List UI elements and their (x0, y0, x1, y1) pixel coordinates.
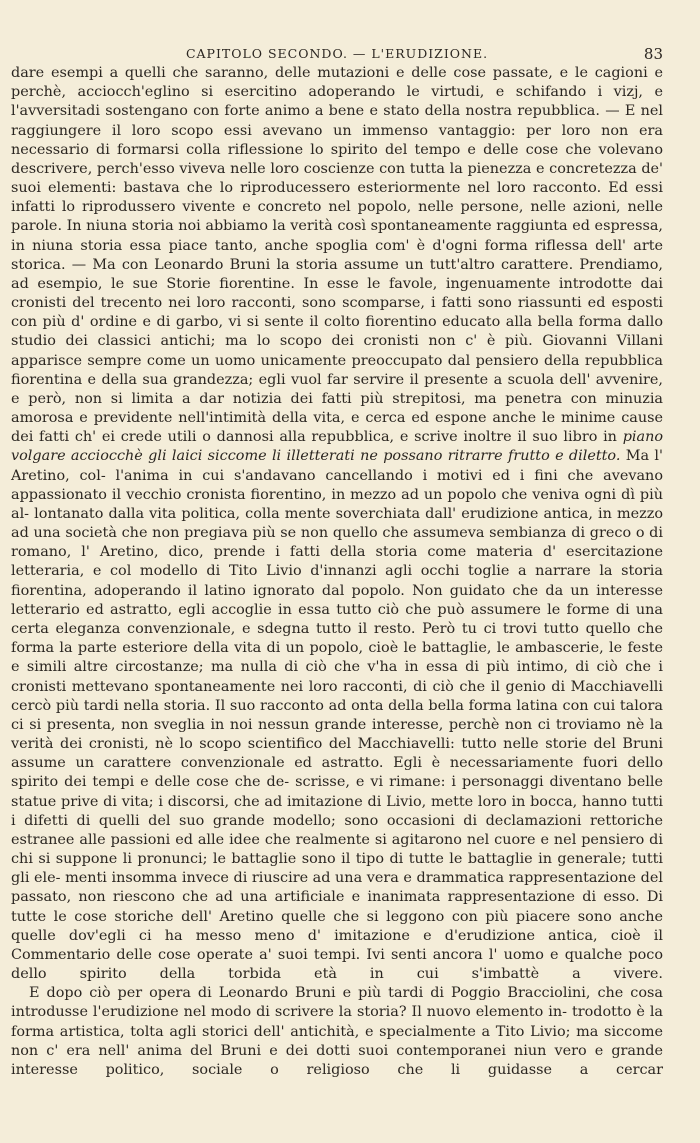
text-line: trodotto è la forma artistica, tolta agli storici dell' antichità, e specialmente a Tito (11, 1004, 664, 1040)
text-line: l'anima in cui s'andavano cancellando i motivi ed i fini che avevano appassionato (11, 467, 663, 503)
text-line: della bella forma latina con cui talora ci si presenta, non sveglia in noi nessun grande (11, 697, 663, 733)
text-line: cosa introdusse l'erudizione nel modo di scrivere la storia? Il nuovo elemento in- (11, 985, 663, 1021)
text-line: era necessario di formarsi colla riflessione lo spirito del tempo e delle cose che (11, 122, 663, 158)
page-body (11, 64, 663, 1080)
text-line: d' esercitazione letteraria, e col modello di Tito Livio d'innanzi agli occhi toglie a (11, 544, 664, 580)
text-line: suo grande modello; sono occasioni di declamazioni rettoriche estranee alle passioni (11, 812, 663, 848)
text-line: scrisse, e vi rimane: i personaggi diventano belle statue prive di vita; i discorsi, (11, 774, 663, 810)
text-line: dei fatti più strepitosi, ma penetra con minuzia amorosa e previdente nell'intimità (11, 390, 664, 427)
quotation-italic: laici siccome li illetterati ne possano ritrarre frutto e diletto. (171, 448, 621, 465)
text-line: dare esempi a quelli che saranno, delle mutazioni e delle cose passate, e le cagioni (11, 65, 648, 81)
text-line: E dopo ciò per opera di Leonardo Bruni e più tardi di Poggio Bracciolini, che (29, 985, 624, 1002)
text-line: essa di più intimo, di ciò che i cronisti mettevano spontaneamente nei loro racconti, (11, 659, 664, 695)
text-line: racconto. Ed essi infatti lo riprodussero vivente e concreto nel popolo, nelle persone, (11, 180, 663, 216)
text-line: preoccupato dal pensiero della repubblica fiorentina e della sua grandezza; egli vuol (11, 352, 663, 388)
text-line: fiorentino educato alla bella forma dallo studio dei classici antichi; ma lo scopo dei (11, 314, 663, 350)
text-line: E nel raggiungere il loro scopo essi avevano un immenso vantaggio: per loro non (11, 103, 664, 139)
text-line: l'avversitadi sostengano con forte animo a bene e stato della nostra repubblica. — (11, 103, 620, 120)
text-line: ingenuamente introdotte dai cronisti del trecento nei loro racconti, sono scomparse, (11, 275, 663, 312)
text-line: tu ci trovi tutto quello che forma la parte esteriore della vita di un popolo, cioè le (11, 620, 664, 657)
text-line: volevano descrivere, perch'esso viveva nelle loro coscienze con tutta la pienezza e (11, 141, 663, 177)
running-header (11, 44, 663, 64)
text-line: forma riflessa dell' arte storica. — Ma con Leonardo Bruni la storia assume un (11, 237, 664, 273)
text-line: ed alle idee che realmente si agitarono nel cuore e nel pensiero di chi si suppone (11, 831, 663, 868)
text-line: li pronunci; le battaglie sono il tipo di tutte le battaglie in generale; tutti gli ele- (11, 851, 664, 887)
chapter-title: CAPITOLO SECONDO. — L'ERUDIZIONE. (185, 46, 489, 61)
text-line: mezzo ad una società che non pregiava più se non quello che assumeva sembianza (11, 505, 664, 542)
text-line: concretezza de' suoi elementi: bastava che lo riproducessero esteriormente nel loro (11, 160, 664, 197)
text-line: che da un interesse letterario ed astratto, egli accoglie in essa tutto ciò che può (11, 582, 663, 618)
book-page (11, 0, 663, 1143)
text-line: menti insomma invece di riuscire ad una vera e drammatica rappresentazione del (65, 870, 663, 887)
text-line: assumere le forme di una certa eleganza convenzionale, e sdegna tutto il resto. Però (11, 601, 663, 637)
text-line: passato, non riescono che ad una artificiale e inanimata rappresentazione di esso. (11, 889, 640, 906)
text-line: anche quelle dov'egli ci ha messo meno d' imitazione e d'erudizione antica, cioè il (11, 908, 663, 944)
text-line: Livio; ma siccome non c' era nell' anima del Bruni e dei dotti suoi contemporanei (11, 1023, 663, 1059)
text-line: far servire il presente a scuola dell' avvenire, e però, non si limita a dar notizia (11, 371, 664, 407)
text-line: e perchè, acciocch'eglino si esercitino adoperando le virtudi, e schifando i vizj, e (11, 65, 663, 101)
text-line: della vita, e cerca ed espone anche le minime cause dei fatti ch' ei crede utili o (11, 410, 664, 446)
paragraph-1 (11, 64, 663, 984)
text-line: nelle azioni, nelle parole. In niuna storia noi abbiamo la verità così spontaneamente (11, 199, 663, 235)
text-line: battaglie, le ambascerie, le feste e simili altre circostanze; ma nulla di ciò che v'ha in (11, 640, 664, 676)
text-line: di greco o di romano, l' Aretino, dico, prende i fatti della storia come materia (11, 525, 664, 561)
text-line: narrare la storia fiorentina, adoperando il latino ignorato dal popolo. Non guidato (11, 563, 663, 599)
text-line: Commentario delle cose operate a' suoi tempi. Ivi senti ancora l' uomo e qualche (11, 946, 623, 963)
text-line: lontanato dalla vita politica, colla mente soverchiata dall' erudizione antica, in (34, 505, 612, 522)
text-line: raggiunta ed espressa, in niuna storia essa piace tanto, anche spoglia com' è d'ogni (11, 218, 663, 254)
text-line: di ciò che il genio di Macchiavelli cercò più tardi nella storia. Il suo racconto ad onta (11, 678, 663, 714)
text-line: tutt'altro carattere. Prendiamo, ad esempio, le sue Storie fiorentine. In esse le favole, (11, 256, 663, 292)
text-line: dannosi alla repubblica, e scrive inoltre il suo libro in (216, 429, 623, 446)
text-line: poco dello spirito della torbida età in cui s'imbattè a vivere. (11, 946, 663, 983)
text-line: Di tutte le cose storiche dell' Aretino quelle che si leggono con più piacere sono (11, 889, 663, 925)
text-line: cronisti non c' è più. Giovanni Villani apparisce sempre come un uomo unicamente (11, 333, 663, 369)
text-line: del Macchiavelli: tutto nelle storie del Bruni assume un carattere convenzionale ed (11, 736, 663, 772)
quotation-italic: piano volgare acciocchè gli (11, 429, 664, 465)
paragraph-2 (11, 984, 663, 1080)
text-line: interesse, perchè non ci troviamo nè la verità dei cronisti, nè lo scopo scientifico (11, 716, 663, 753)
text-line: il vecchio cronista fiorentino, in mezzo ad un popolo che veniva ogni dì più al- (11, 486, 664, 522)
text-line: che ad imitazione di Livio, mette loro in bocca, hanno tutti i difetti di quelli del (11, 793, 663, 829)
text-line: niun vero e grande interesse politico, sociale o religioso che li guidasse a cercar (11, 1042, 663, 1078)
page-number: 83 (643, 45, 663, 63)
text-line: astratto. Egli è necessariamente fuori dello spirito dei tempi e delle cose che de- (11, 755, 664, 791)
text-line: i fatti sono riassunti ed esposti con più d' ordine e di garbo, vi si sente il colto (11, 295, 664, 331)
text-line: Ma l' Aretino, col- (11, 448, 663, 484)
